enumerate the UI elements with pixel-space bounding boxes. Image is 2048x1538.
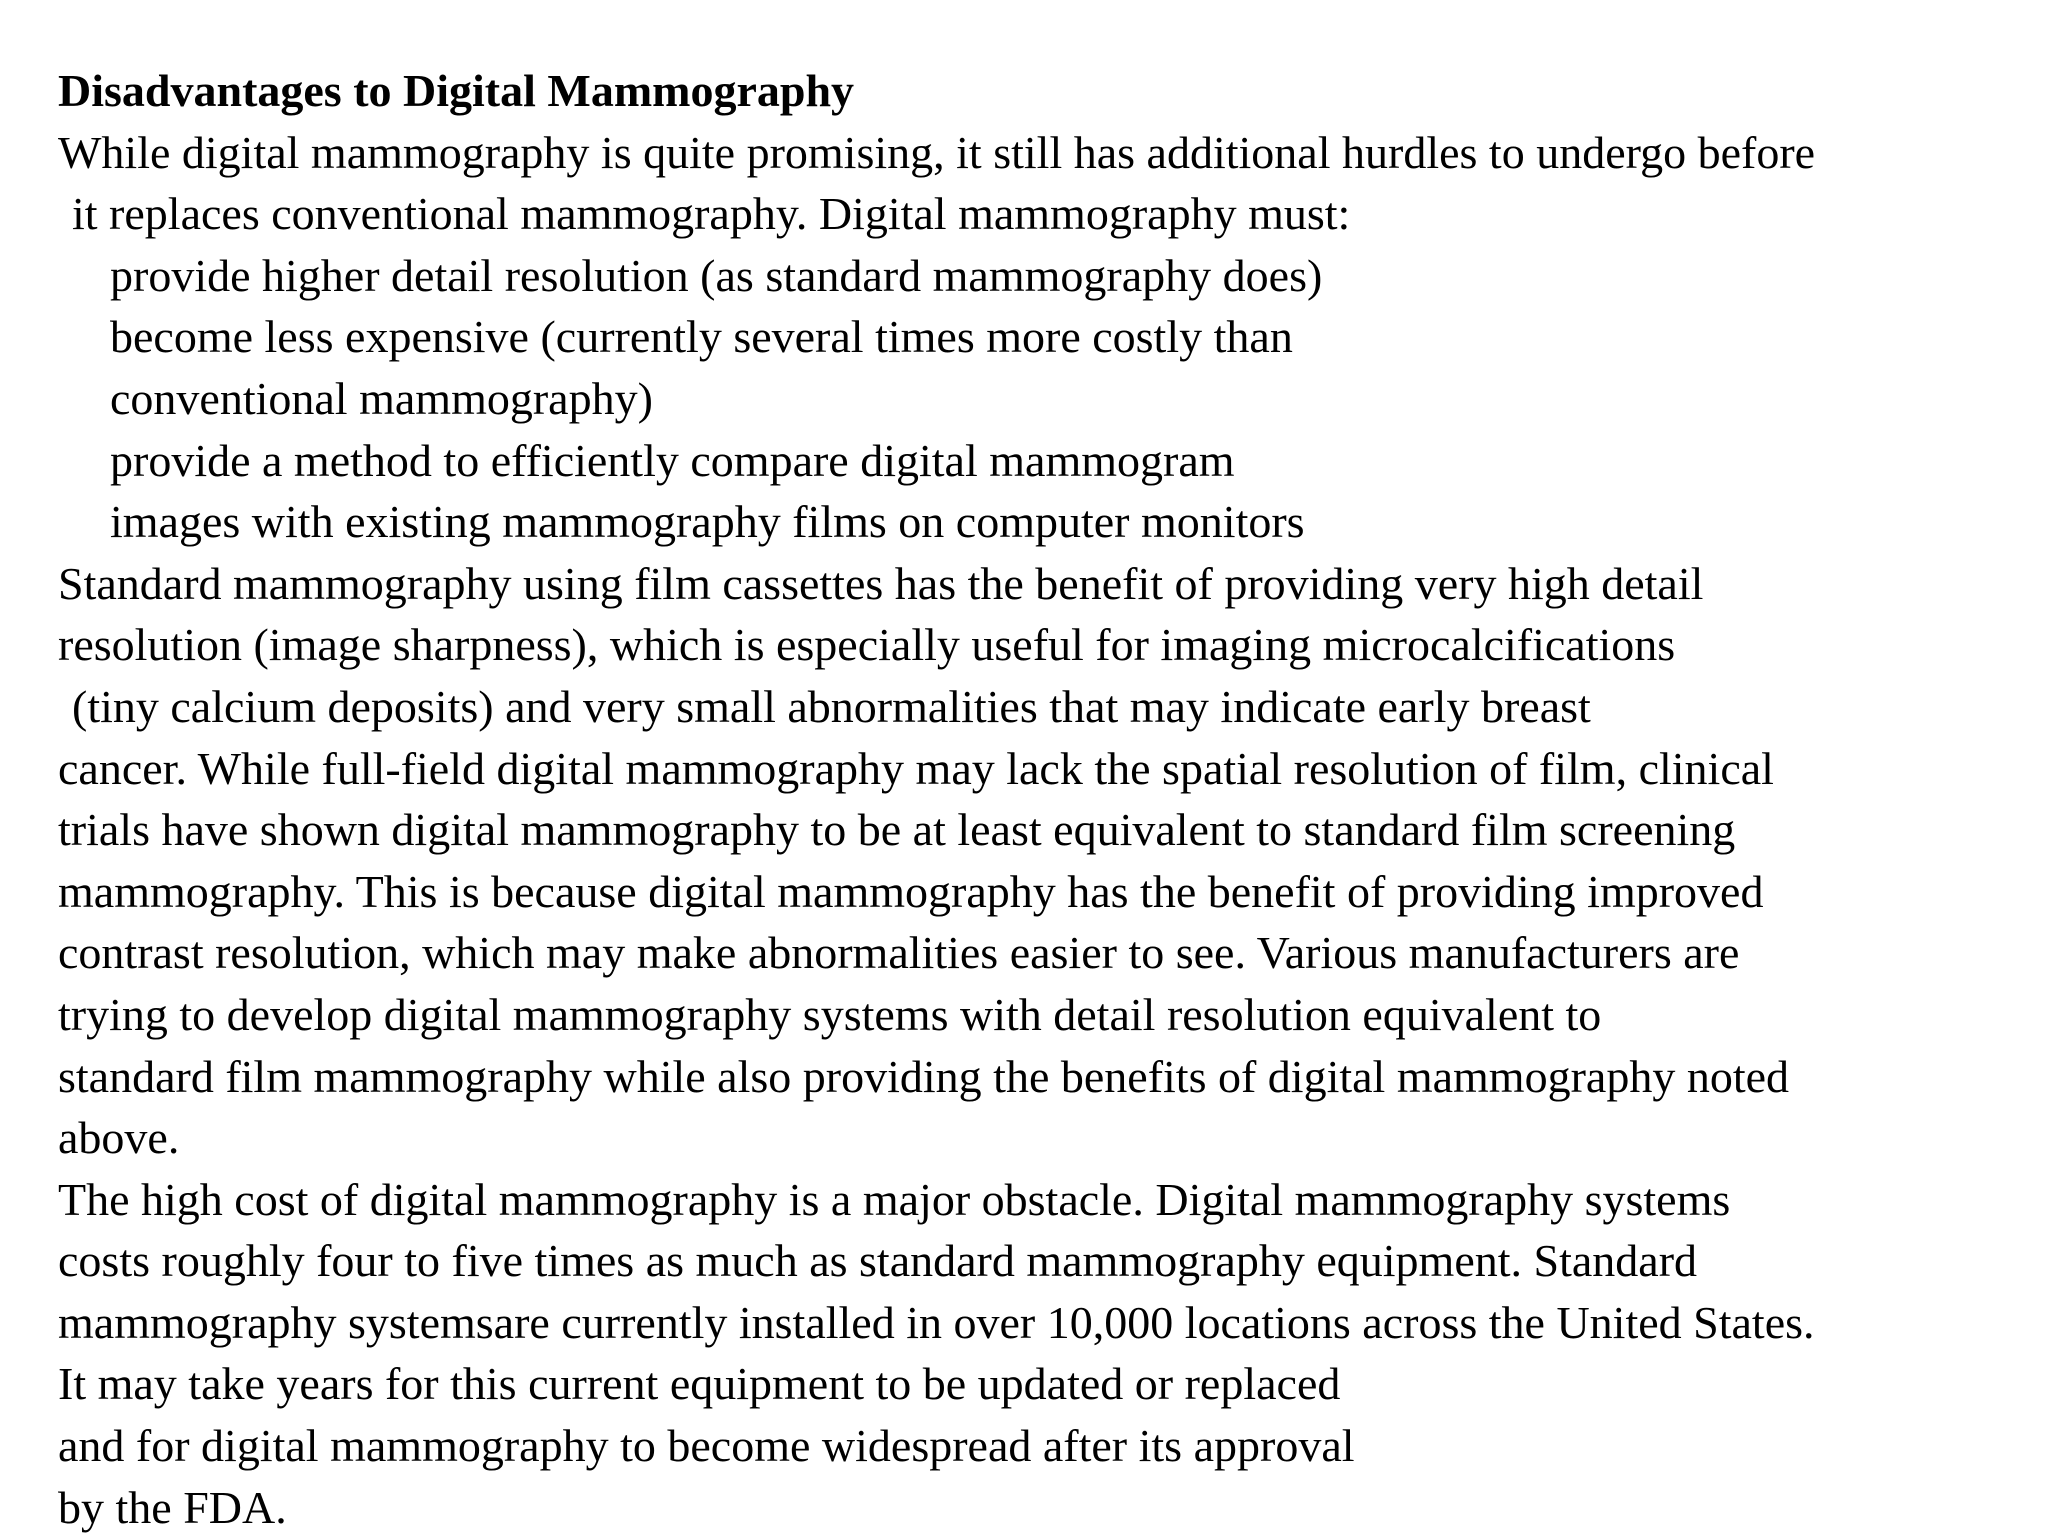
requirement-line: become less expensive (currently several times more costly than	[110, 311, 1293, 363]
requirement-line: provide a method to efficiently compare digital mammogram	[110, 434, 1235, 486]
paragraph-line: standard film mammography while also providing the benefits of digital mammography noted	[58, 1050, 1790, 1102]
paragraph-line: mammography systemsare currently installed in over 10,000 locations across the United States.	[58, 1296, 1815, 1348]
requirement-line: conventional mammography)	[110, 372, 653, 424]
paragraph-line: (tiny calcium deposits) and very small abnormalities that may indicate early breast	[72, 680, 1591, 732]
paragraph-line: trials have shown digital mammography to be at least equivalent to standard film screening	[58, 804, 1736, 856]
document-body	[58, 60, 2038, 1538]
resolution-paragraph	[58, 553, 2038, 1169]
cost-paragraph	[58, 1169, 2038, 1538]
paragraph-line: costs roughly four to five times as much as standard mammography equipment. Standard	[58, 1235, 1698, 1287]
paragraph-line: It may take years for this current equipment to be updated or replaced	[58, 1358, 1341, 1410]
intro-line: it replaces conventional mammography. Digital mammography must:	[72, 188, 1351, 240]
requirements-list	[58, 245, 2038, 553]
paragraph-line: above.	[58, 1112, 180, 1164]
requirement-line: provide higher detail resolution (as standard mammography does)	[110, 249, 1323, 301]
paragraph-line: and for digital mammography to become widespread after its approval	[58, 1420, 1355, 1472]
paragraph-line: contrast resolution, which may make abnormalities easier to see. Various manufacturers are	[58, 927, 1740, 979]
paragraph-line: by the FDA.	[58, 1481, 287, 1533]
paragraph-line: mammography. This is because digital mammography has the benefit of providing improved	[58, 865, 1764, 917]
intro-line: While digital mammography is quite promising, it still has additional hurdles to undergo before	[58, 126, 1816, 178]
paragraph-line: resolution (image sharpness), which is especially useful for imaging microcalcifications	[58, 619, 1676, 671]
document-heading: Disadvantages to Digital Mammography	[58, 65, 855, 116]
paragraph-line: The high cost of digital mammography is a major obstacle. Digital mammography systems	[58, 1173, 1731, 1225]
paragraph-line: cancer. While full-field digital mammography may lack the spatial resolution of film, clinical	[58, 742, 1774, 794]
paragraph-line: Standard mammography using film cassettes has the benefit of providing very high detail	[58, 557, 1704, 609]
requirement-line: images with existing mammography films on computer monitors	[110, 496, 1305, 548]
paragraph-line: trying to develop digital mammography systems with detail resolution equivalent to	[58, 988, 1602, 1040]
intro-paragraph	[58, 122, 2038, 245]
